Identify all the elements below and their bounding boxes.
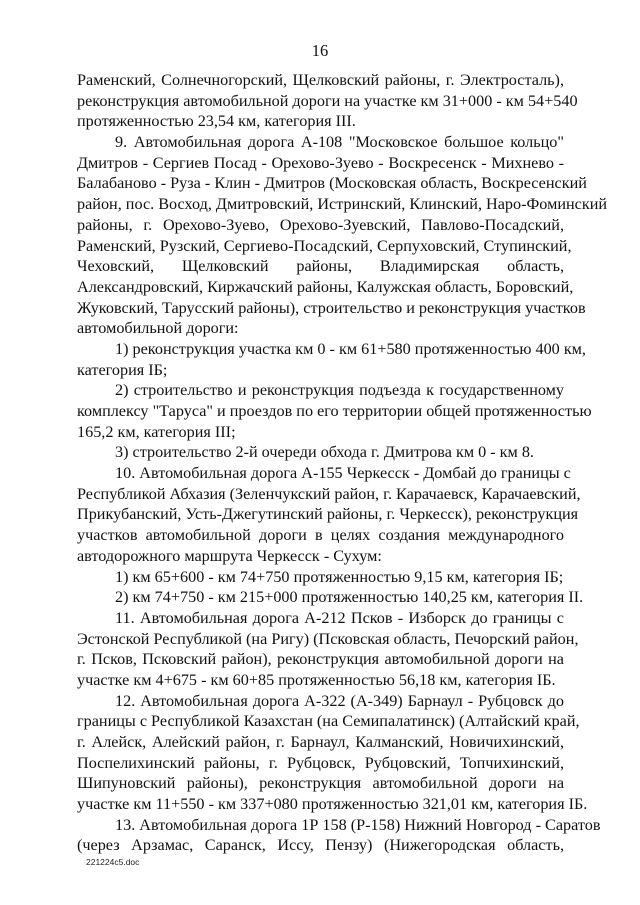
page-number: 16 [311,41,329,60]
text-line: 2) строительство и реконструкция подъезда к государственному [115,381,564,400]
text-line: реконструкция автомобильной дороги на участке км 31+000 - км 54+540 [77,91,578,110]
text-line: Республикой Абхазия (Зеленчукский район, г. Карачаевск, Карачаевский, [77,484,581,503]
text-line: 12. Автомобильная дорога А-322 (А-349) Барнаул - Рубцовск до [115,691,564,710]
text-line: протяженностью 23,54 км, категория III. [77,112,356,131]
text-line: участке км 11+550 - км 337+080 протяженностью 321,01 км, категория IБ. [77,795,588,814]
text-line: 1) км 65+600 - км 74+750 протяженностью 9,15 км, категория IБ; [115,567,564,586]
text-line: 9. Автомобильная дорога А-108 "Московское большое кольцо" [115,133,564,152]
text-line: границы с Республикой Казахстан (на Семипалатинск) (Алтайский край, [77,712,580,731]
file-name-footer: 221224с5.doc [86,857,140,867]
text-line: 3) строительство 2-й очереди обхода г. Дмитрова км 0 - км 8. [115,443,534,462]
text-line: категория IБ; [77,360,168,379]
text-line: участков автомобильной дороги в целях создания международного [77,526,564,545]
text-line: г. Алейск, Алейский район, г. Барнаул, Калманский, Новичихинский, [77,733,564,751]
text-line: 1) реконструкция участка км 0 - км 61+580 протяженностью 400 км, [115,339,586,358]
text-line: Жуковский, Тарусский районы), строительство и реконструкция участков [77,298,586,317]
text-line: районы, г. Орехово-Зуево, Орехово-Зуевский, Павлово-Посадский, [77,215,564,234]
text-line: Шипуновский районы), реконструкция автомобильной дороги на [77,774,564,793]
text-line: 11. Автомобильная дорога А-212 Псков - Изборск до границы с [115,608,564,627]
text-line: Раменский, Солнечногорский, Щелковский районы, г. Электросталь), [77,71,564,89]
text-line: Дмитров - Сергиев Посад - Орехово-Зуево - Воскресенск - Михнево - [77,153,564,172]
text-line: (через Арзамас, Саранск, Иссу, Пензу) (Нижегородская область, [77,836,564,855]
text-line: район, пос. Восход, Дмитровский, Истринский, Клинский, Наро-Фоминский [77,195,608,214]
text-line: Чеховский, Щелковский районы, Владимирская область, [77,257,564,276]
document-body [77,70,608,856]
text-line: 10. Автомобильная дорога А-155 Черкесск - Домбай до границы с [115,464,571,483]
text-line: 2) км 74+750 - км 215+000 протяженностью 140,25 км, категория II. [115,588,584,607]
text-line: автодорожного маршрута Черкесск - Сухум: [77,546,382,565]
text-line: Эстонской Республикой (на Ригу) (Псковская область, Печорский район, [77,629,579,648]
text-line: Балабаново - Руза - Клин - Дмитров (Московская область, Воскресенский [77,174,587,193]
text-line: Александровский, Киржачский районы, Калужская область, Боровский, [77,277,574,296]
text-line: автомобильной дороги: [77,319,239,338]
text-line: Прикубанский, Усть-Джегутинский районы, г. Черкесск), реконструкция [77,505,579,524]
text-line: 13. Автомобильная дорога 1Р 158 (Р-158) Нижний Новгород - Саратов [115,815,601,834]
text-line: г. Псков, Псковский район), реконструкция автомобильной дороги на [77,650,564,669]
text-line: Раменский, Рузский, Сергиево-Посадский, Серпуховский, Ступинский, [77,236,572,255]
text-line: комплексу "Таруса" и проездов по его территории общей протяженностью [77,402,592,420]
text-line: 165,2 км, категория III; [77,422,236,441]
text-line: участке км 4+675 - км 60+85 протяженностью 56,18 км, категория IБ. [77,670,556,689]
text-line: Поспелихинский районы, г. Рубцовск, Рубцовский, Топчихинский, [77,753,564,772]
